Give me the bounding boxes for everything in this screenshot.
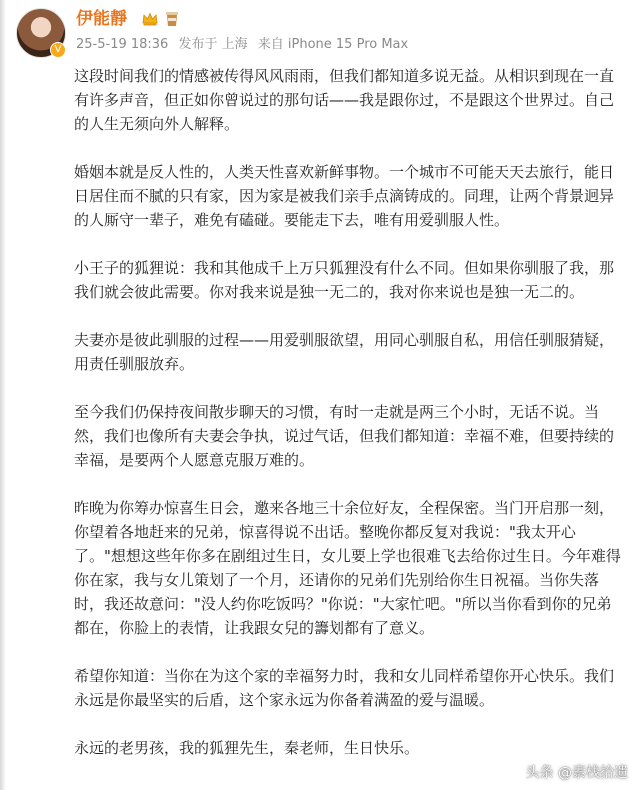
source-watermark: 头条 @素栈拾遗 [525,765,628,781]
post-paragraph: 小王子的狐狸说：我和其他成千上万只狐狸没有什么不同。但如果你驯服了我，那我们就会彼此需要。你对我来说是独一无二的，我对你来说也是独一无二的。 [74,259,615,301]
author-name[interactable]: 伊能靜 [76,9,127,29]
post-paragraph: 至今我们仍保持夜间散步聊天的习惯，有时一走就是两三个小时，无话不说。当然，我们也像所有夫妻会争执，说过气话，但我们都知道：幸福不难，但要持续的幸福，是要两个人愿意克服万难的。 [74,403,615,469]
post-location: 发布于 上海 [178,37,248,52]
post-paragraph: 希望你知道：当你在为这个家的幸福努力时，我和女儿同样希望你开心快乐。我们永远是你最坚实的后盾，这个家永远为你备着满盈的爱与温暖。 [74,667,615,709]
post-paragraph: 婚姻本就是反人性的，人类天性喜欢新鲜事物。一个城市不可能天天去旅行，能日日居住而不腻的只有家，因为家是被我们亲手点滴铸成的。同理，让两个背景迥异的人厮守一辈子，难免有磕碰。要能走下去，唯有用爱驯服人性。 [74,163,615,229]
post-paragraph: 永远的老男孩，我的狐狸先生，秦老师，生日快乐。 [74,739,420,757]
cup-icon [164,10,180,28]
crown-icon [142,11,158,27]
post-paragraph: 昨晚为你筹办惊喜生日会，邀来各地三十余位好友，全程保密。当门开启那一刻，你望着各地赶来的兄弟，惊喜得说不出话。整晚你都反复对我说："我太开心了。"想想这些年你多在剧组过生日，女儿要上学也很难飞去给你过生日。今年难得你在家，我与女儿策划了一个月，还请你的兄弟们先别给你生日祝福。当你失落时，我还故意问："没人约你吃饭吗？"你说："大家忙吧。"所以当你看到你的兄弟都在，你脸上的表情，让我跟女兒的籌划都有了意义。 [74,499,621,637]
verified-badge-icon: V [50,42,66,58]
post-header [14,6,624,58]
post-timestamp: 25-5-19 18:36 [76,37,169,52]
post-body [74,64,622,784]
left-frame-shadow [0,0,6,790]
post-device: 来自 iPhone 15 Pro Max [257,37,409,52]
post-paragraph: 夫妻亦是彼此驯服的过程——用爱驯服欲望，用同心驯服自私，用信任驯服猜疑，用责任驯服放弃。 [74,331,615,373]
post-meta [76,36,414,54]
post-paragraph: 这段时间我们的情感被传得风风雨雨，但我们都知道多说无益。从相识到现在一直有许多声音，但正如你曾说过的那句话——我是跟你过，不是跟这个世界过。自己的人生无须向外人解释。 [74,67,615,133]
